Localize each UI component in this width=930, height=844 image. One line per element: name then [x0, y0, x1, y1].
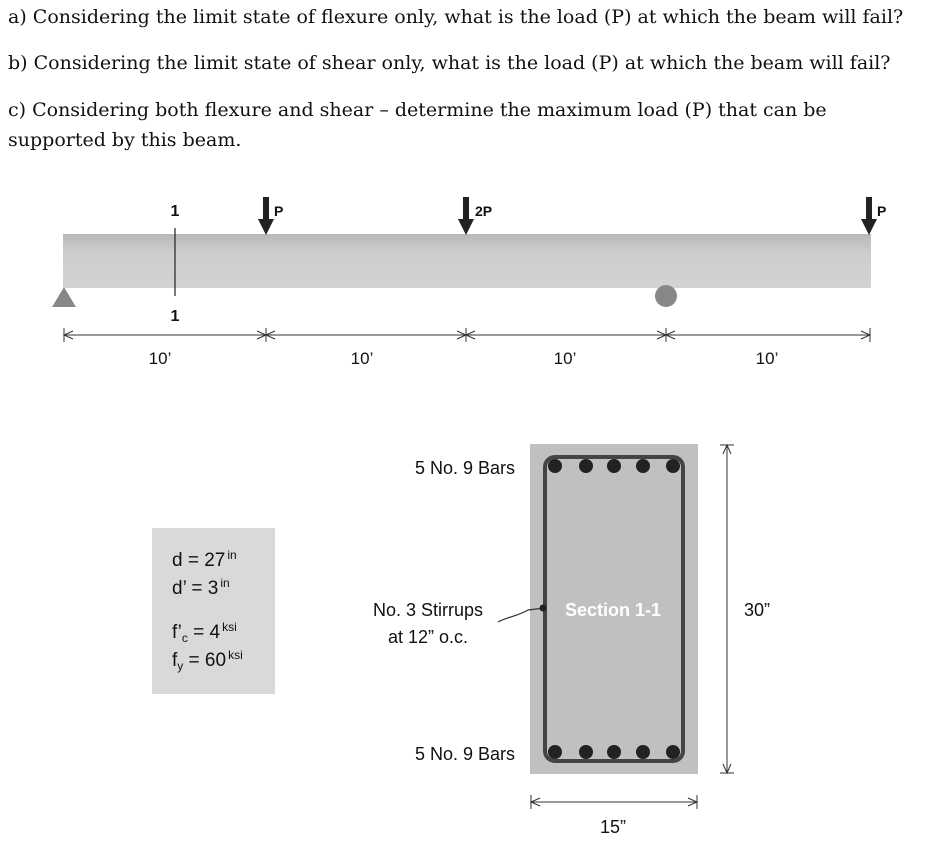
question-b: b) Considering the limit state of shear only, what is the load (P) at which the beam will fail?: [8, 52, 891, 74]
section-width-label: 15”: [599, 817, 627, 837]
section-mark-top: 1: [170, 203, 180, 220]
section-height-label: 30”: [743, 600, 771, 620]
prop-dprime-value: d’ = 3: [172, 578, 219, 599]
section-mark-bottom: 1: [170, 308, 180, 325]
load-arrow-p-right: [861, 197, 877, 235]
prop-fc-subscript: c: [181, 631, 188, 645]
load-label-p-left: P: [274, 203, 284, 219]
question-c: c) Considering both flexure and shear – determine the maximum load (P) that can be supported by this beam.: [8, 99, 827, 151]
prop-fy-value: = 60: [183, 650, 227, 671]
material-properties-box: [152, 528, 275, 694]
prop-dprime: [172, 576, 230, 600]
prop-fy: [172, 648, 243, 673]
prop-fy-subscript: y: [177, 659, 184, 673]
prop-fy-symbol: f: [172, 650, 178, 671]
prop-dprime-unit: in: [220, 576, 230, 590]
prop-d: [172, 548, 237, 572]
prop-d-value: d = 27: [172, 550, 226, 571]
prop-fc: [172, 620, 237, 645]
prop-d-unit: in: [227, 548, 237, 562]
prop-fc-value: = 4: [187, 622, 221, 643]
load-arrow-p-left: [258, 197, 274, 235]
load-label-2p: 2P: [475, 203, 493, 219]
prop-fy-unit: ksi: [228, 648, 243, 662]
span-dimension-line: [64, 328, 870, 342]
span-label-2: 10’: [350, 349, 374, 368]
load-arrow-2p: [458, 197, 474, 235]
section-title: Section 1-1: [564, 600, 662, 620]
height-dimension-line: [720, 445, 734, 773]
roller-support: [655, 285, 677, 307]
pin-support: [52, 287, 76, 307]
top-bars-label: 5 No. 9 Bars: [414, 458, 516, 478]
question-a: a) Considering the limit state of flexure only, what is the load (P) at which the beam will fail?: [8, 6, 904, 28]
prop-fc-unit: ksi: [222, 620, 237, 634]
span-label-4: 10’: [755, 349, 779, 368]
stirrups-label-line2: at 12” o.c.: [387, 627, 469, 647]
stirrup-leader-dot: [540, 605, 547, 612]
prop-fc-symbol: f’: [172, 622, 182, 643]
load-label-p-right: P: [877, 203, 887, 219]
span-label-3: 10’: [553, 349, 577, 368]
span-label-1: 10’: [148, 349, 172, 368]
width-dimension-line: [531, 795, 697, 809]
stirrups-label-line1: No. 3 Stirrups: [372, 600, 484, 620]
bottom-bars-label: 5 No. 9 Bars: [414, 744, 516, 764]
beam-body: [63, 234, 871, 288]
